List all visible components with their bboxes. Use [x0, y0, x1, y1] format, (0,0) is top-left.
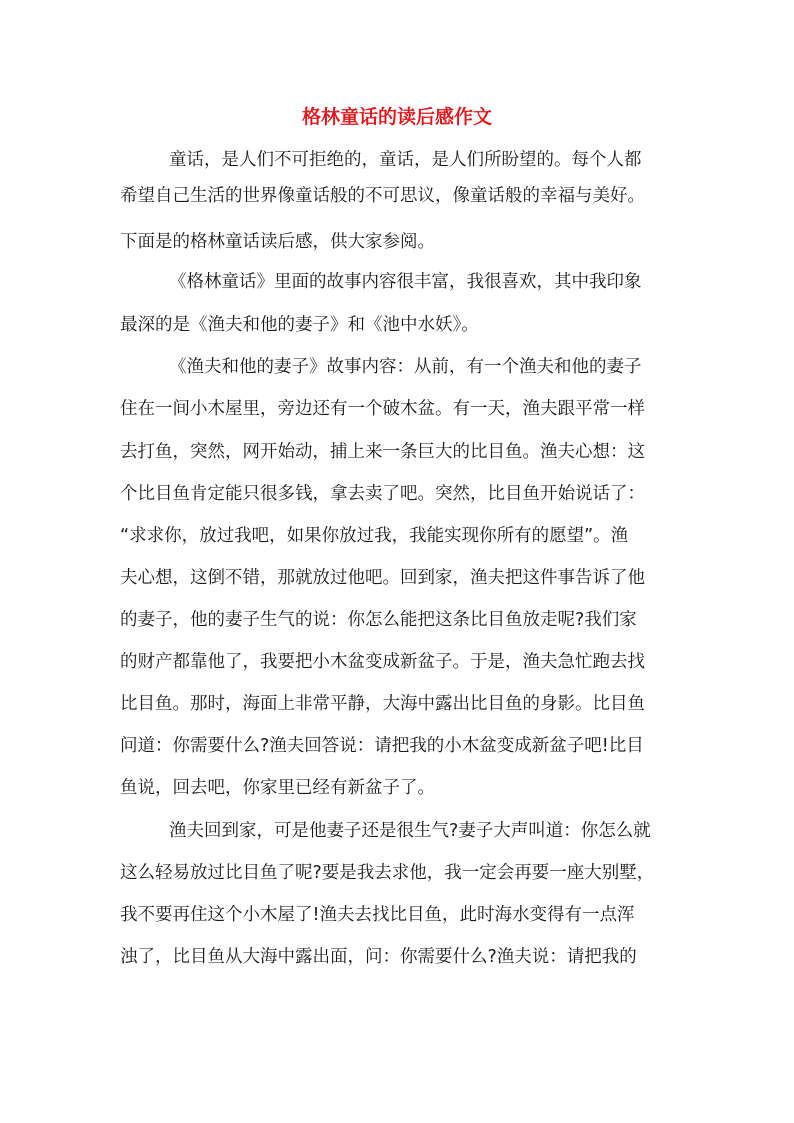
- paragraph-line: 《格林童话》里面的故事内容很丰富，我很喜欢，其中我印象: [169, 272, 642, 292]
- paragraph-line: 童话，是人们不可拒绝的，童话，是人们所盼望的。每个人都: [169, 150, 642, 170]
- paragraph-line: 渔夫回到家，可是他妻子还是很生气?妻子大声叫道：你怎么就: [169, 821, 651, 841]
- paragraph-line: 下面是的格林童话读后感，供大家参阅。: [120, 232, 435, 252]
- paragraph-line: 去打鱼，突然，网开始动，捕上来一条巨大的比目鱼。渔夫心想：这: [120, 442, 645, 462]
- paragraph-line: 《渔夫和他的妻子》故事内容：从前，有一个渔夫和他的妻子: [169, 357, 642, 377]
- paragraph-line: 夫心想，这倒不错，那就放过他吧。回到家，渔夫把这件事告诉了他: [120, 568, 645, 588]
- page-title: 格林童话的读后感作文: [301, 106, 492, 128]
- paragraph-line: 的财产都靠他了，我要把小木盆变成新盆子。于是，渔夫急忙跑去找: [120, 652, 645, 672]
- paragraph-line: 问道：你需要什么?渔夫回答说：请把我的小木盆变成新盆子吧!比目: [120, 736, 644, 756]
- paragraph-line: 鱼说，回去吧，你家里已经有新盆子了。: [120, 778, 435, 798]
- paragraph-line: 最深的是《渔夫和他的妻子》和《池中水妖》。: [120, 315, 479, 335]
- paragraph-line: 住在一间小木屋里，旁边还有一个破木盆。有一天，渔夫跟平常一样: [120, 399, 645, 419]
- paragraph-line: 浊了，比目鱼从大海中露出面，问：你需要什么?渔夫说：请把我的: [120, 947, 637, 967]
- paragraph-line: 个比目鱼肯定能只很多钱，拿去卖了吧。突然，比目鱼开始说话了：: [120, 484, 645, 504]
- paragraph-line: 我不要再住这个小木屋了!渔夫去找比目鱼，此时海水变得有一点浑: [120, 905, 635, 925]
- paragraph-line: 希望自己生活的世界像童话般的不可思议，像童话般的幸福与美好。: [120, 186, 645, 206]
- paragraph-line: “求求你，放过我吧，如果你放过我，我能实现你所有的愿望”。渔: [120, 526, 629, 546]
- paragraph-line: 的妻子，他的妻子生气的说：你怎么能把这条比目鱼放走呢?我们家: [120, 610, 637, 630]
- paragraph-line: 这么轻易放过比目鱼了呢?要是我去求他，我一定会再要一座大别墅，: [120, 863, 655, 883]
- paragraph-line: 比目鱼。那时，海面上非常平静，大海中露出比目鱼的身影。比目鱼: [120, 694, 645, 714]
